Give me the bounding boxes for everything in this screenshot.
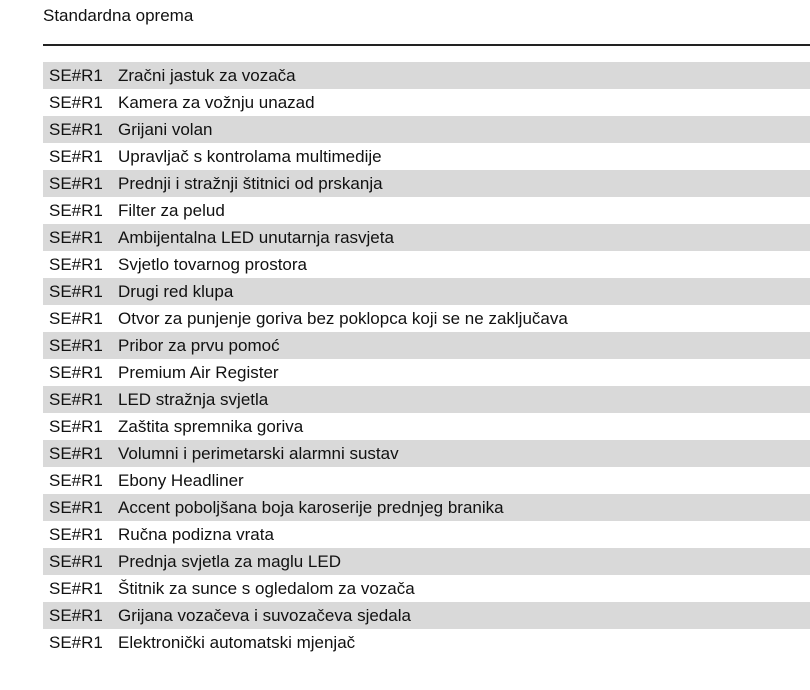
- equipment-row: [43, 629, 810, 656]
- equipment-code: SE#R1: [49, 308, 103, 328]
- equipment-row: [43, 494, 810, 521]
- equipment-description: Zaštita spremnika goriva: [118, 416, 304, 436]
- equipment-row: [43, 197, 810, 224]
- equipment-row: [43, 170, 810, 197]
- equipment-row: [43, 386, 810, 413]
- equipment-code: SE#R1: [49, 632, 103, 652]
- equipment-code: SE#R1: [49, 551, 103, 571]
- equipment-row: [43, 359, 810, 386]
- equipment-description: Ručna podizna vrata: [118, 524, 274, 544]
- equipment-description: Ambijentalna LED unutarnja rasvjeta: [118, 227, 394, 247]
- equipment-row: [43, 62, 810, 89]
- equipment-code: SE#R1: [49, 335, 103, 355]
- equipment-code: SE#R1: [49, 362, 103, 382]
- equipment-code: SE#R1: [49, 200, 103, 220]
- equipment-row: [43, 305, 810, 332]
- equipment-row: [43, 467, 810, 494]
- equipment-code: SE#R1: [49, 497, 103, 517]
- equipment-code: SE#R1: [49, 65, 103, 85]
- equipment-description: Grijani volan: [118, 119, 213, 139]
- equipment-code: SE#R1: [49, 227, 103, 247]
- equipment-row: [43, 521, 810, 548]
- section-divider: [43, 44, 810, 46]
- equipment-description: Otvor za punjenje goriva bez poklopca koji se ne zaključava: [118, 308, 568, 328]
- equipment-description: Accent poboljšana boja karoserije prednjeg branika: [118, 497, 504, 517]
- equipment-code: SE#R1: [49, 605, 103, 625]
- equipment-code: SE#R1: [49, 578, 103, 598]
- equipment-description: Premium Air Register: [118, 362, 279, 382]
- equipment-description: Upravljač s kontrolama multimedije: [118, 146, 382, 166]
- equipment-description: Drugi red klupa: [118, 281, 234, 301]
- equipment-description: LED stražnja svjetla: [118, 389, 269, 409]
- equipment-code: SE#R1: [49, 92, 103, 112]
- equipment-description: Filter za pelud: [118, 200, 225, 220]
- equipment-row: [43, 413, 810, 440]
- equipment-row: [43, 440, 810, 467]
- section-title: Standardna oprema: [43, 6, 194, 25]
- equipment-code: SE#R1: [49, 416, 103, 436]
- equipment-code: SE#R1: [49, 254, 103, 274]
- equipment-code: SE#R1: [49, 389, 103, 409]
- equipment-row: [43, 278, 810, 305]
- equipment-row: [43, 143, 810, 170]
- equipment-description: Volumni i perimetarski alarmni sustav: [118, 443, 399, 463]
- equipment-row: [43, 602, 810, 629]
- equipment-row: [43, 89, 810, 116]
- equipment-row: [43, 575, 810, 602]
- equipment-description: Zračni jastuk za vozača: [118, 65, 296, 85]
- equipment-description: Prednji i stražnji štitnici od prskanja: [118, 173, 383, 193]
- equipment-code: SE#R1: [49, 173, 103, 193]
- equipment-row: [43, 224, 810, 251]
- equipment-description: Štitnik za sunce s ogledalom za vozača: [118, 578, 415, 598]
- equipment-code: SE#R1: [49, 146, 103, 166]
- equipment-list: [43, 62, 810, 656]
- equipment-code: SE#R1: [49, 470, 103, 490]
- equipment-row: [43, 332, 810, 359]
- equipment-description: Pribor za prvu pomoć: [118, 335, 280, 355]
- equipment-description: Elektronički automatski mjenjač: [118, 632, 356, 652]
- equipment-code: SE#R1: [49, 119, 103, 139]
- equipment-code: SE#R1: [49, 524, 103, 544]
- equipment-row: [43, 116, 810, 143]
- equipment-description: Ebony Headliner: [118, 470, 244, 490]
- equipment-code: SE#R1: [49, 281, 103, 301]
- equipment-code: SE#R1: [49, 443, 103, 463]
- equipment-row: [43, 548, 810, 575]
- equipment-description: Grijana vozačeva i suvozačeva sjedala: [118, 605, 411, 625]
- equipment-description: Kamera za vožnju unazad: [118, 92, 315, 112]
- equipment-description: Prednja svjetla za maglu LED: [118, 551, 342, 571]
- equipment-description: Svjetlo tovarnog prostora: [118, 254, 307, 274]
- equipment-row: [43, 251, 810, 278]
